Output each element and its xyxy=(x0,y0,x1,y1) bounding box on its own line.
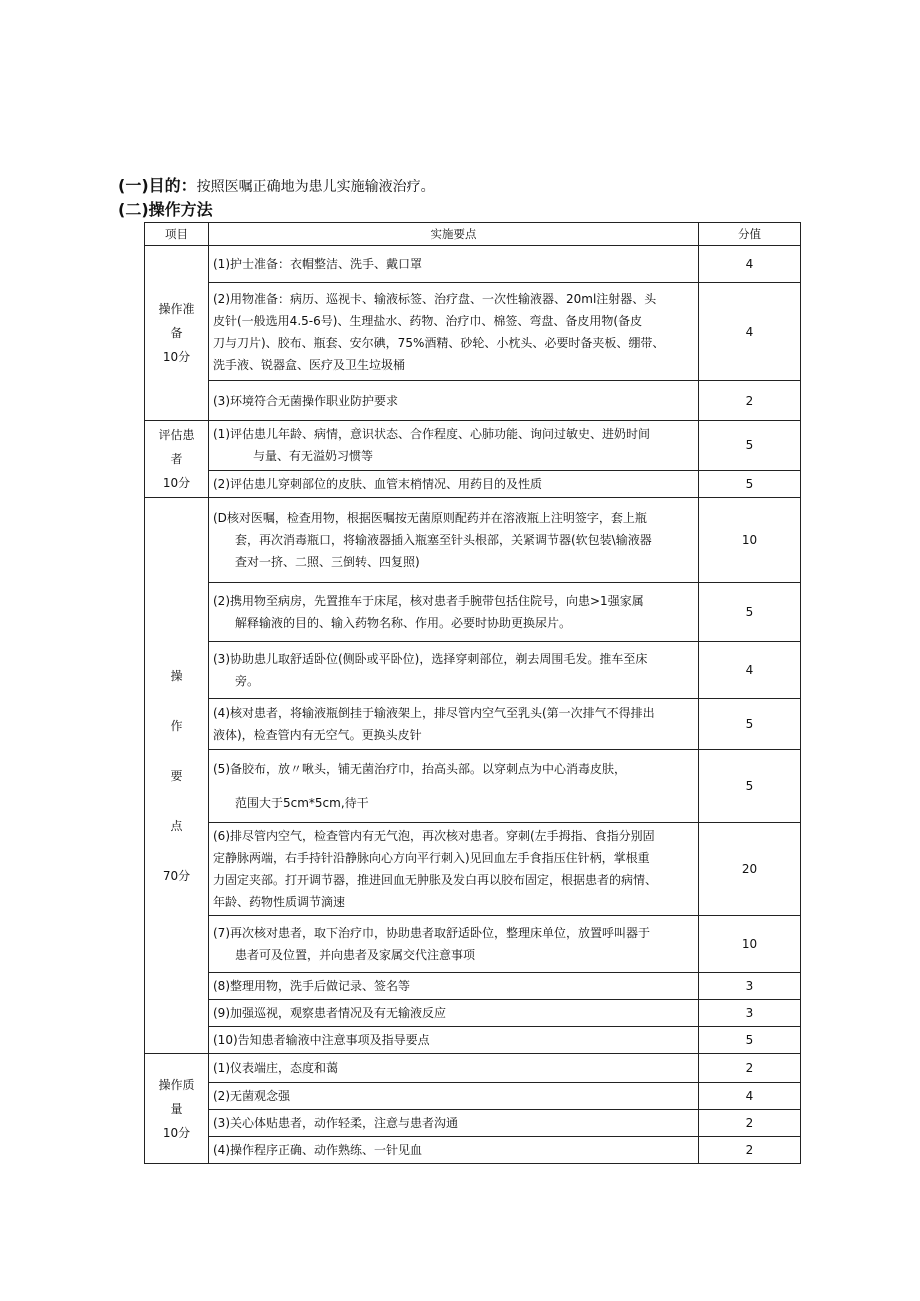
content-cell xyxy=(209,699,699,750)
score-cell: 5 xyxy=(699,750,801,823)
content-line: (5)备胶布，放〃啾头，铺无菌治疗巾，抬高头部。以穿刺点为中心消毒皮肤， xyxy=(213,762,627,776)
content-line: 旁。 xyxy=(235,674,260,688)
category-label-line: 70分 xyxy=(162,868,191,883)
category-cell xyxy=(145,246,209,421)
table-row xyxy=(145,1054,801,1083)
content-line: (2)无菌观念强 xyxy=(213,1089,290,1103)
category-label-line: 10分 xyxy=(162,476,191,490)
section-purpose-heading: (一)目的： xyxy=(118,176,197,195)
category-cell xyxy=(145,421,209,498)
content-cell xyxy=(209,1137,699,1164)
content-cell xyxy=(209,823,699,916)
content-cell xyxy=(209,470,699,497)
table-row xyxy=(145,421,801,471)
category-label-line: 者 xyxy=(170,452,183,466)
content-cell xyxy=(209,916,699,973)
content-line: (2)携用物至病房，先置推车于床尾，核对患者手腕带包括住院号，向患>1强家属 xyxy=(213,594,644,608)
content-cell xyxy=(209,750,699,823)
score-cell: 2 xyxy=(699,1137,801,1164)
content-line: 范围大于5cm*5cm,待干 xyxy=(235,796,369,810)
content-line: 套，再次消毒瓶口，将输液器插入瓶塞至针头根部，关紧调节器(软包装\输液器 xyxy=(235,533,652,547)
score-cell: 5 xyxy=(699,1027,801,1054)
score-cell: 5 xyxy=(699,421,801,471)
content-cell xyxy=(209,1000,699,1027)
category-label-line: 操作质 xyxy=(158,1077,195,1092)
score-cell: 10 xyxy=(699,498,801,583)
content-line: (1)评估患儿年龄、病情，意识状态、合作程度、心肺功能、询问过敏史、进奶时间 xyxy=(213,427,651,442)
header-item: 项目 xyxy=(145,223,209,246)
content-line: 年龄、药物性质调节滴速 xyxy=(213,895,346,909)
score-cell: 20 xyxy=(699,823,801,916)
score-cell: 2 xyxy=(699,381,801,421)
section-method-heading: (二)操作方法 xyxy=(118,200,213,219)
score-cell: 5 xyxy=(699,470,801,497)
score-cell: 2 xyxy=(699,1054,801,1083)
content-line: (2)用物准备：病历、巡视卡、输液标签、治疗盘、一次性输液器、20ml注射器、头 xyxy=(213,291,657,306)
content-line: 与量、有无溢奶习惯等 xyxy=(253,449,374,464)
score-cell: 4 xyxy=(699,642,801,699)
content-line: (2)评估患儿穿刺部位的皮肤、血管末梢情况、用药目的及性质 xyxy=(213,476,543,491)
content-cell xyxy=(209,421,699,471)
content-line: (D核对医嘱，检查用物，根据医嘱按无菌原则配药并在溶液瓶上注明签字，套上瓶 xyxy=(213,511,647,525)
content-line: 查对一挤、二照、三倒转、四复照) xyxy=(235,555,420,569)
scoring-table xyxy=(144,222,801,1164)
content-line: 定静脉两端，右手持针沿静脉向心方向平行刺入)见回血左手食指压住针柄，掌根重 xyxy=(213,851,650,865)
score-cell: 3 xyxy=(699,973,801,1000)
content-line: 解释输液的目的、输入药物名称、作用。必要时协助更换尿片。 xyxy=(235,616,572,630)
table-row xyxy=(145,916,801,973)
score-cell: 4 xyxy=(699,283,801,381)
table-row xyxy=(145,1110,801,1137)
content-line: (4)操作程序正确、动作熟练、一针见血 xyxy=(213,1143,422,1157)
content-line: 刀与刀片)、胶布、瓶套、安尔碘，75%酒精、砂轮、小枕头、必要时备夹板、绷带、 xyxy=(213,335,665,350)
score-cell: 4 xyxy=(699,246,801,283)
category-label-line: 备 xyxy=(170,326,183,340)
section-purpose-text: 按照医嘱正确地为患儿实施输液治疗。 xyxy=(196,179,435,195)
content-cell xyxy=(209,1110,699,1137)
table-row xyxy=(145,470,801,497)
category-label-line: 量 xyxy=(170,1101,183,1116)
content-line: 洗手液、锐器盒、医疗及卫生垃圾桶 xyxy=(213,357,406,372)
table-row xyxy=(145,1083,801,1110)
content-cell xyxy=(209,1054,699,1083)
category-label-line: 评估患 xyxy=(158,428,195,442)
table-row xyxy=(145,381,801,421)
content-line: 患者可及位置，并向患者及家属交代注意事项 xyxy=(235,948,476,962)
content-cell xyxy=(209,1027,699,1054)
table-header-row xyxy=(145,223,801,246)
content-line: 皮针(一般选用4.5-6号)、生理盐水、药物、治疗巾、棉签、弯盘、备皮用物(备皮 xyxy=(213,313,643,328)
content-cell xyxy=(209,498,699,583)
section-purpose xyxy=(118,176,435,197)
table-row xyxy=(145,583,801,642)
table-row xyxy=(145,246,801,283)
scoring-table-body xyxy=(145,223,801,1164)
content-cell xyxy=(209,283,699,381)
category-label-line: 点 xyxy=(170,818,183,833)
table-row xyxy=(145,823,801,916)
category-cell xyxy=(145,498,209,1054)
content-line: (9)加强巡视，观察患者情况及有无输液反应 xyxy=(213,1006,446,1020)
category-label-line: 作 xyxy=(170,718,183,733)
content-line: (7)再次核对患者，取下治疗巾，协助患者取舒适卧位，整理床单位，放置呼叫器于 xyxy=(213,926,651,940)
content-line: (8)整理用物，洗手后做记录、签名等 xyxy=(213,979,410,993)
score-cell: 10 xyxy=(699,916,801,973)
content-line: 力固定夹部。打开调节器，推进回血无肿胀及发白再以胶布固定，根据患者的病情、 xyxy=(213,873,658,887)
content-line: 液体)，检查管内有无空气。更换头皮针 xyxy=(213,728,422,742)
content-cell xyxy=(209,642,699,699)
category-label-line: 要 xyxy=(170,768,183,783)
table-row xyxy=(145,283,801,381)
content-cell xyxy=(209,973,699,1000)
content-line: (1)仪表端庄，态度和蔼 xyxy=(213,1061,338,1075)
table-row xyxy=(145,1137,801,1164)
category-label-line: 10分 xyxy=(162,350,191,364)
content-line: (3)环境符合无菌操作职业防护要求 xyxy=(213,393,398,408)
content-line: (4)核对患者，将输液瓶倒挂于输液架上，排尽管内空气至乳头(第一次排气不得排出 xyxy=(213,706,655,720)
content-line: (10)告知患者输液中注意事项及指导要点 xyxy=(213,1033,430,1047)
content-cell xyxy=(209,583,699,642)
category-cell xyxy=(145,1054,209,1164)
category-label-line: 操 xyxy=(170,668,183,683)
score-cell: 5 xyxy=(699,583,801,642)
category-label-line: 操作准 xyxy=(158,302,195,316)
table-row xyxy=(145,498,801,583)
table-row xyxy=(145,973,801,1000)
table-row xyxy=(145,642,801,699)
content-cell xyxy=(209,1083,699,1110)
table-row xyxy=(145,1027,801,1054)
header-score: 分值 xyxy=(699,223,801,246)
score-cell: 2 xyxy=(699,1110,801,1137)
score-cell: 3 xyxy=(699,1000,801,1027)
content-line: (1)护士准备：衣帽整洁、洗手、戴口罩 xyxy=(213,257,422,271)
content-line: (3)关心体贴患者，动作轻柔，注意与患者沟通 xyxy=(213,1116,458,1130)
score-cell: 5 xyxy=(699,699,801,750)
content-cell xyxy=(209,381,699,421)
content-line: (6)排尽管内空气，检查管内有无气泡，再次核对患者。穿刺(左手拇指、食指分别固 xyxy=(213,829,655,843)
table-row xyxy=(145,750,801,823)
header-content: 实施要点 xyxy=(209,223,699,246)
content-cell xyxy=(209,246,699,283)
category-label-line: 10分 xyxy=(162,1125,191,1140)
score-cell: 4 xyxy=(699,1083,801,1110)
content-line: (3)协助患儿取舒适卧位(侧卧或平卧位)，选择穿刺部位，剃去周围毛发。推车至床 xyxy=(213,652,648,666)
table-row xyxy=(145,1000,801,1027)
table-row xyxy=(145,699,801,750)
